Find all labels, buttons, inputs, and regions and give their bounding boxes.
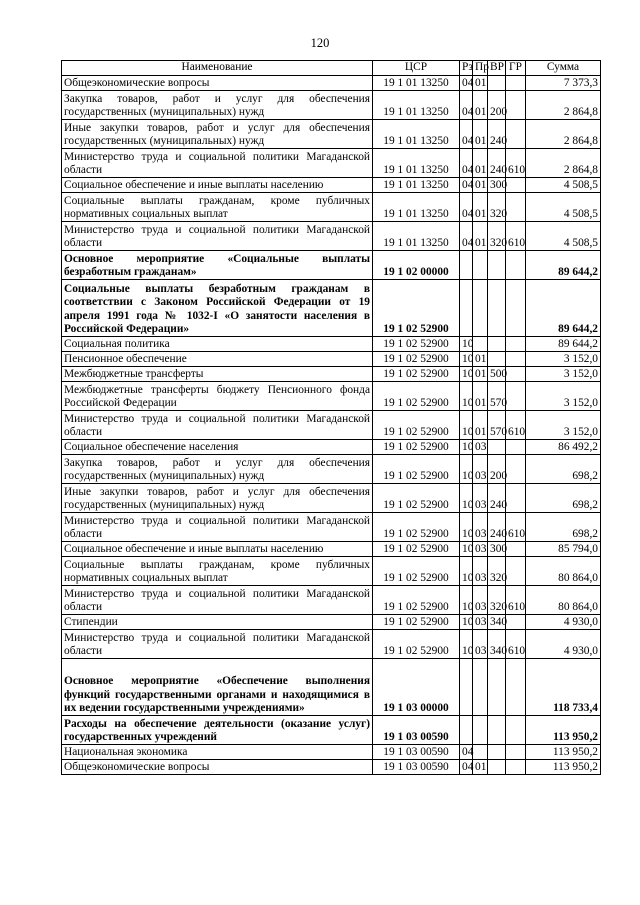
cell-pr: 01 [473, 120, 488, 149]
cell-sum: 113 950,2 [526, 716, 601, 745]
cell-vr: 320 [488, 222, 506, 251]
cell-name: Социальное обеспечение населения [62, 440, 373, 455]
cell-vr: 200 [488, 455, 506, 484]
cell-vr: 300 [488, 178, 506, 193]
table-row [62, 760, 601, 775]
cell-rz: 10 [460, 337, 473, 352]
cell-pr: 01 [473, 193, 488, 222]
cell-rz: 10 [460, 484, 473, 513]
header-name: Наименование [62, 61, 373, 76]
cell-pr [473, 716, 488, 745]
cell-vr [488, 76, 506, 91]
table-row [62, 91, 601, 120]
cell-csr: 19 1 02 52900 [373, 484, 460, 513]
cell-vr: 240 [488, 484, 506, 513]
cell-csr: 19 1 03 00590 [373, 716, 460, 745]
cell-sum: 86 492,2 [526, 440, 601, 455]
cell-gr [506, 760, 526, 775]
cell-pr: 01 [473, 367, 488, 382]
cell-vr [488, 760, 506, 775]
cell-sum: 4 508,5 [526, 193, 601, 222]
cell-rz: 04 [460, 760, 473, 775]
cell-name: Расходы на обеспечение деятельности (оказание услуг) государственных учреждений [62, 716, 373, 745]
cell-pr: 01 [473, 149, 488, 178]
cell-rz [460, 251, 473, 280]
cell-gr [506, 542, 526, 557]
cell-csr: 19 1 02 52900 [373, 542, 460, 557]
cell-sum: 2 864,8 [526, 149, 601, 178]
cell-csr: 19 1 02 52900 [373, 586, 460, 615]
cell-rz: 10 [460, 615, 473, 630]
table-row [62, 745, 601, 760]
cell-pr [473, 659, 488, 716]
cell-csr: 19 1 03 00000 [373, 659, 460, 716]
cell-sum: 118 733,4 [526, 659, 601, 716]
cell-rz: 10 [460, 382, 473, 411]
cell-name: Министерство труда и социальной политики Магаданской области [62, 586, 373, 615]
cell-csr: 19 1 02 52900 [373, 630, 460, 659]
cell-csr: 19 1 02 52900 [373, 411, 460, 440]
cell-gr [506, 716, 526, 745]
cell-pr: 03 [473, 513, 488, 542]
cell-pr: 03 [473, 557, 488, 586]
cell-sum: 7 373,3 [526, 76, 601, 91]
cell-gr [506, 367, 526, 382]
cell-rz: 10 [460, 542, 473, 557]
table-row [62, 513, 601, 542]
cell-name: Общеэкономические вопросы [62, 760, 373, 775]
cell-pr: 01 [473, 222, 488, 251]
cell-gr [506, 455, 526, 484]
cell-gr [506, 280, 526, 337]
cell-name: Межбюджетные трансферты бюджету Пенсионного фонда Российской Федерации [62, 382, 373, 411]
cell-csr: 19 1 01 13250 [373, 76, 460, 91]
cell-pr [473, 251, 488, 280]
cell-csr: 19 1 02 52900 [373, 352, 460, 367]
cell-gr: 610 [506, 513, 526, 542]
cell-vr: 570 [488, 382, 506, 411]
header-sum: Сумма [526, 61, 601, 76]
cell-sum: 89 644,2 [526, 337, 601, 352]
cell-rz: 10 [460, 557, 473, 586]
cell-csr: 19 1 02 52900 [373, 455, 460, 484]
table-row [62, 120, 601, 149]
cell-gr: 610 [506, 149, 526, 178]
cell-name: Министерство труда и социальной политики Магаданской области [62, 149, 373, 178]
header-pr: Пр [473, 61, 488, 76]
cell-pr: 01 [473, 760, 488, 775]
cell-csr: 19 1 02 52900 [373, 615, 460, 630]
cell-sum: 2 864,8 [526, 120, 601, 149]
table-row [62, 76, 601, 91]
cell-name: Закупка товаров, работ и услуг для обеспечения государственных (муниципальных) нужд [62, 455, 373, 484]
cell-name: Основное мероприятие «Обеспечение выполнения функций государственными органами и находящимися в их ведении государственными учреждениями» [62, 659, 373, 716]
table-row [62, 149, 601, 178]
cell-csr: 19 1 02 00000 [373, 251, 460, 280]
cell-gr [506, 745, 526, 760]
cell-pr: 03 [473, 455, 488, 484]
cell-name: Иные закупки товаров, работ и услуг для обеспечения государственных (муниципальных) нужд [62, 484, 373, 513]
table-row [62, 411, 601, 440]
cell-name: Социальное обеспечение и иные выплаты населению [62, 542, 373, 557]
cell-gr [506, 251, 526, 280]
cell-csr: 19 1 01 13250 [373, 193, 460, 222]
cell-name: Министерство труда и социальной политики Магаданской области [62, 411, 373, 440]
cell-name: Национальная экономика [62, 745, 373, 760]
table-row [62, 716, 601, 745]
cell-rz: 10 [460, 411, 473, 440]
cell-sum: 4 508,5 [526, 222, 601, 251]
cell-pr: 01 [473, 178, 488, 193]
cell-gr [506, 178, 526, 193]
table-body [62, 76, 601, 775]
cell-gr [506, 352, 526, 367]
cell-vr [488, 716, 506, 745]
cell-sum: 698,2 [526, 513, 601, 542]
cell-rz: 04 [460, 149, 473, 178]
cell-sum: 4 930,0 [526, 615, 601, 630]
header-csr: ЦСР [373, 61, 460, 76]
cell-vr: 240 [488, 513, 506, 542]
cell-vr [488, 280, 506, 337]
cell-gr [506, 659, 526, 716]
cell-rz: 04 [460, 745, 473, 760]
cell-vr: 340 [488, 630, 506, 659]
cell-name: Социальная политика [62, 337, 373, 352]
cell-name: Министерство труда и социальной политики Магаданской области [62, 630, 373, 659]
cell-pr [473, 337, 488, 352]
cell-vr [488, 440, 506, 455]
cell-rz: 10 [460, 630, 473, 659]
cell-rz: 04 [460, 120, 473, 149]
cell-gr [506, 615, 526, 630]
cell-csr: 19 1 02 52900 [373, 557, 460, 586]
cell-name: Социальные выплаты гражданам, кроме публичных нормативных социальных выплат [62, 557, 373, 586]
cell-csr: 19 1 01 13250 [373, 222, 460, 251]
cell-sum: 80 864,0 [526, 586, 601, 615]
cell-csr: 19 1 02 52900 [373, 337, 460, 352]
cell-gr [506, 440, 526, 455]
cell-csr: 19 1 02 52900 [373, 382, 460, 411]
cell-name: Основное мероприятие «Социальные выплаты безработным гражданам» [62, 251, 373, 280]
table-row [62, 557, 601, 586]
cell-sum: 3 152,0 [526, 382, 601, 411]
cell-csr: 19 1 02 52900 [373, 280, 460, 337]
table-row [62, 440, 601, 455]
table-row [62, 484, 601, 513]
table-header-row [62, 61, 601, 76]
cell-sum: 3 152,0 [526, 411, 601, 440]
cell-name: Межбюджетные трансферты [62, 367, 373, 382]
cell-csr: 19 1 03 00590 [373, 760, 460, 775]
cell-pr: 01 [473, 352, 488, 367]
header-vr: ВР [488, 61, 506, 76]
table-row [62, 455, 601, 484]
cell-gr [506, 76, 526, 91]
cell-pr: 01 [473, 91, 488, 120]
cell-sum: 3 152,0 [526, 352, 601, 367]
cell-rz: 10 [460, 586, 473, 615]
cell-gr: 610 [506, 222, 526, 251]
cell-vr [488, 659, 506, 716]
cell-csr: 19 1 03 00590 [373, 745, 460, 760]
cell-gr [506, 120, 526, 149]
cell-pr: 03 [473, 440, 488, 455]
cell-csr: 19 1 01 13250 [373, 149, 460, 178]
cell-rz: 10 [460, 513, 473, 542]
cell-gr [506, 382, 526, 411]
cell-gr: 610 [506, 411, 526, 440]
cell-sum: 4 508,5 [526, 178, 601, 193]
cell-pr: 03 [473, 542, 488, 557]
cell-gr [506, 193, 526, 222]
cell-name: Общеэкономические вопросы [62, 76, 373, 91]
cell-vr [488, 352, 506, 367]
cell-name: Стипендии [62, 615, 373, 630]
cell-vr: 320 [488, 586, 506, 615]
cell-rz [460, 280, 473, 337]
cell-sum: 3 152,0 [526, 367, 601, 382]
cell-name: Социальные выплаты гражданам, кроме публичных нормативных социальных выплат [62, 193, 373, 222]
cell-sum: 2 864,8 [526, 91, 601, 120]
cell-vr [488, 337, 506, 352]
cell-sum: 89 644,2 [526, 251, 601, 280]
table-row [62, 337, 601, 352]
cell-rz: 10 [460, 352, 473, 367]
cell-name: Иные закупки товаров, работ и услуг для обеспечения государственных (муниципальных) нужд [62, 120, 373, 149]
table-row [62, 630, 601, 659]
table-row [62, 542, 601, 557]
cell-sum: 4 930,0 [526, 630, 601, 659]
cell-pr: 01 [473, 411, 488, 440]
cell-vr: 500 [488, 367, 506, 382]
cell-sum: 698,2 [526, 455, 601, 484]
cell-sum: 113 950,2 [526, 760, 601, 775]
cell-csr: 19 1 01 13250 [373, 120, 460, 149]
table-row [62, 178, 601, 193]
cell-sum: 113 950,2 [526, 745, 601, 760]
cell-name: Министерство труда и социальной политики Магаданской области [62, 222, 373, 251]
cell-gr: 610 [506, 586, 526, 615]
cell-name: Социальное обеспечение и иные выплаты населению [62, 178, 373, 193]
header-gr: ГР [506, 61, 526, 76]
cell-rz: 10 [460, 367, 473, 382]
header-rz: Рз [460, 61, 473, 76]
cell-rz [460, 716, 473, 745]
cell-sum: 89 644,2 [526, 280, 601, 337]
cell-vr [488, 251, 506, 280]
cell-rz: 04 [460, 193, 473, 222]
cell-rz: 04 [460, 76, 473, 91]
cell-vr: 300 [488, 542, 506, 557]
table-row [62, 222, 601, 251]
cell-name: Социальные выплаты безработным гражданам в соответствии с Законом Российской Федерации от 19 апреля 1991 года № 1032-I «О занятости населения в Российской Федерации» [62, 280, 373, 337]
cell-rz: 04 [460, 178, 473, 193]
table-row [62, 280, 601, 337]
cell-pr: 03 [473, 586, 488, 615]
cell-gr: 610 [506, 630, 526, 659]
budget-table [61, 60, 601, 775]
cell-pr [473, 745, 488, 760]
cell-vr: 340 [488, 615, 506, 630]
cell-sum: 85 794,0 [526, 542, 601, 557]
cell-pr [473, 280, 488, 337]
cell-name: Пенсионное обеспечение [62, 352, 373, 367]
cell-gr [506, 484, 526, 513]
cell-sum: 80 864,0 [526, 557, 601, 586]
cell-rz [460, 659, 473, 716]
cell-pr: 03 [473, 630, 488, 659]
cell-gr [506, 557, 526, 586]
cell-vr: 240 [488, 120, 506, 149]
cell-vr: 200 [488, 91, 506, 120]
cell-csr: 19 1 02 52900 [373, 440, 460, 455]
table-row [62, 659, 601, 716]
table-row [62, 586, 601, 615]
cell-pr: 03 [473, 484, 488, 513]
cell-rz: 04 [460, 222, 473, 251]
cell-rz: 10 [460, 440, 473, 455]
cell-pr: 01 [473, 76, 488, 91]
cell-vr: 570 [488, 411, 506, 440]
cell-csr: 19 1 01 13250 [373, 178, 460, 193]
cell-name: Закупка товаров, работ и услуг для обеспечения государственных (муниципальных) нужд [62, 91, 373, 120]
cell-vr: 320 [488, 557, 506, 586]
table-row [62, 193, 601, 222]
table-row [62, 367, 601, 382]
cell-csr: 19 1 02 52900 [373, 367, 460, 382]
cell-pr: 01 [473, 382, 488, 411]
cell-csr: 19 1 01 13250 [373, 91, 460, 120]
table-row [62, 251, 601, 280]
cell-name: Министерство труда и социальной политики Магаданской области [62, 513, 373, 542]
table-row [62, 352, 601, 367]
cell-vr: 240 [488, 149, 506, 178]
cell-sum: 698,2 [526, 484, 601, 513]
cell-pr: 03 [473, 615, 488, 630]
table-row [62, 615, 601, 630]
page-number: 120 [310, 36, 330, 50]
cell-rz: 04 [460, 91, 473, 120]
cell-vr: 320 [488, 193, 506, 222]
cell-vr [488, 745, 506, 760]
cell-csr: 19 1 02 52900 [373, 513, 460, 542]
cell-rz: 10 [460, 455, 473, 484]
cell-gr [506, 337, 526, 352]
table-row [62, 382, 601, 411]
cell-gr [506, 91, 526, 120]
